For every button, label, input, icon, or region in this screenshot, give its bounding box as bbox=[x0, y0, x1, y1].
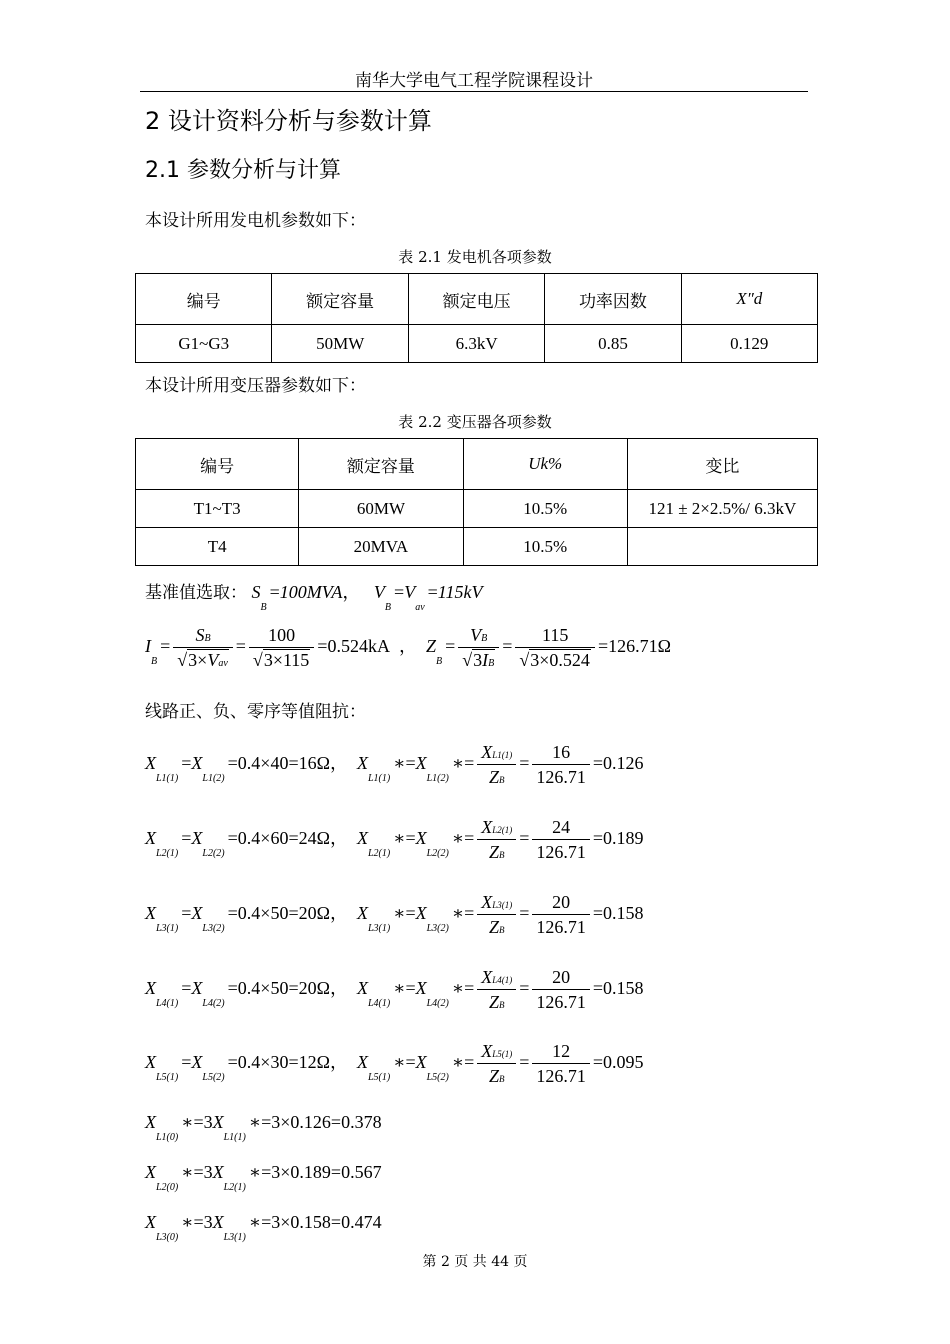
generator-table bbox=[135, 273, 818, 363]
table-cell: 20MVA bbox=[299, 528, 463, 566]
zb-result: 126.71Ω bbox=[608, 636, 671, 657]
line-per-unit: 0.126 bbox=[603, 753, 644, 774]
line-per-unit: 0.158 bbox=[603, 903, 644, 924]
table1-caption: 表 2.1 发电机各项参数 bbox=[398, 248, 552, 266]
line-reactance-numerator: 20 bbox=[552, 967, 571, 987]
subsection-heading: 2.1 参数分析与计算 bbox=[145, 158, 341, 183]
table-header-cell: X″d bbox=[681, 274, 817, 325]
line-impedance-equation: $X_{L5(1)}=X_{L5(2)}=0.4\times 30=12\Omega$， $X_{L5(1)}∗=X_{L5(2)}∗=$ $\frac{XL5(1)}{ZB}$ = $\frac{12}{126.71}$ =0.095 bbox=[145, 1041, 644, 1086]
table2-caption: 表 2.2 变压器各项参数 bbox=[398, 413, 552, 431]
line-length: 40 bbox=[270, 753, 289, 774]
line-reactance-numerator: 20 bbox=[552, 892, 571, 912]
page-header: 南华大学电气工程学院课程设计 bbox=[355, 71, 593, 91]
base-current-impedance-formula: $I_B=$ $\frac{SB}{\text{√3×Vav}}$ = $\frac{100}{√3\times 115}$ =0.524kA ， $Z_B=$ $\frac{VB}{√3IB}$ = $\frac{115}{√3\times 0.524}$ =126.71Ω bbox=[145, 625, 671, 670]
table-cell: 0.129 bbox=[681, 325, 817, 363]
table-header-cell: 功率因数 bbox=[545, 274, 681, 325]
line-impedance-equation: $X_{L3(1)}=X_{L3(2)}=0.4\times 50=20\Omega$， $X_{L3(1)}∗=X_{L3(2)}∗=$ $\frac{XL3(1)}{ZB}$ = $\frac{20}{126.71}$ =0.158 bbox=[145, 892, 644, 937]
line-impedance-title: 线路正、负、零序等值阻抗： bbox=[145, 702, 366, 722]
line-impedance-equation: $X_{L1(1)}=X_{L1(2)}=0.4\times 40=16\Omega$， $X_{L1(1)}∗=X_{L1(2)}∗=$ $\frac{XL1(1)}{ZB}$ = $\frac{16}{126.71}$ =0.126 bbox=[145, 742, 644, 787]
header-rule bbox=[140, 91, 808, 92]
positive-seq-value: 0.158 bbox=[290, 1212, 331, 1232]
table-cell: T4 bbox=[136, 528, 299, 566]
line-impedance-equation: $X_{L2(1)}=X_{L2(2)}=0.4\times 60=24\Omega$， $X_{L2(1)}∗=X_{L2(2)}∗=$ $\frac{XL2(1)}{ZB}$ = $\frac{24}{126.71}$ =0.189 bbox=[145, 817, 644, 862]
generator-intro: 本设计所用发电机参数如下： bbox=[145, 211, 366, 231]
zero-sequence-equation: $X_{L1(0)}∗=3X_{L1(1)}∗=3\times 0.126=0.378$ bbox=[145, 1112, 382, 1143]
ib-result: 0.524kA bbox=[327, 636, 390, 657]
positive-seq-value: 0.126 bbox=[290, 1112, 331, 1132]
line-length: 30 bbox=[270, 1052, 289, 1073]
table-header-cell: 额定电压 bbox=[408, 274, 544, 325]
zero-sequence-equation: $X_{L2(0)}∗=3X_{L2(1)}∗=3\times 0.189=0.567$ bbox=[145, 1162, 382, 1193]
line-length: 50 bbox=[270, 978, 289, 999]
line-per-unit: 0.158 bbox=[603, 978, 644, 999]
positive-seq-value: 0.189 bbox=[290, 1162, 331, 1182]
table-header-cell: 额定容量 bbox=[272, 274, 408, 325]
table-cell: 6.3kV bbox=[408, 325, 544, 363]
line-per-unit: 0.189 bbox=[603, 828, 644, 849]
zero-sequence-equation: $X_{L3(0)}∗=3X_{L3(1)}∗=3\times 0.158=0.474$ bbox=[145, 1212, 382, 1243]
table-cell bbox=[627, 528, 817, 566]
zero-seq-result: 0.567 bbox=[341, 1162, 382, 1182]
line-reactance: 24 bbox=[298, 828, 317, 849]
table-cell: G1~G3 bbox=[136, 325, 272, 363]
zero-seq-result: 0.474 bbox=[341, 1212, 382, 1232]
table-cell: 50MW bbox=[272, 325, 408, 363]
table-cell: 10.5% bbox=[463, 528, 627, 566]
transformer-intro: 本设计所用变压器参数如下： bbox=[145, 376, 366, 396]
table-header-cell: 编号 bbox=[136, 439, 299, 490]
line-reactance-numerator: 12 bbox=[552, 1041, 571, 1061]
line-length: 50 bbox=[270, 903, 289, 924]
base-label: 基准值选取： bbox=[145, 583, 247, 603]
line-length: 60 bbox=[270, 828, 289, 849]
table-cell: 121 ± 2×2.5%/ 6.3kV bbox=[627, 490, 817, 528]
transformer-table bbox=[135, 438, 818, 566]
line-reactance: 16 bbox=[298, 753, 317, 774]
base-values-formula: 基准值选取： $S_B=100MVA$， $V_B=V_{av}=115kV$ bbox=[145, 582, 483, 613]
line-reactance-numerator: 16 bbox=[552, 742, 571, 762]
line-impedance-equation: $X_{L4(1)}=X_{L4(2)}=0.4\times 50=20\Omega$， $X_{L4(1)}∗=X_{L4(2)}∗=$ $\frac{XL4(1)}{ZB}$ = $\frac{20}{126.71}$ =0.158 bbox=[145, 967, 644, 1012]
page-footer: 第 2 页 共 44 页 bbox=[422, 1254, 528, 1270]
zero-seq-result: 0.378 bbox=[341, 1112, 382, 1132]
table-cell: 10.5% bbox=[463, 490, 627, 528]
table-cell: 60MW bbox=[299, 490, 463, 528]
line-reactance: 20 bbox=[298, 978, 317, 999]
table-header-cell: 变比 bbox=[627, 439, 817, 490]
table-cell: T1~T3 bbox=[136, 490, 299, 528]
line-reactance: 20 bbox=[298, 903, 317, 924]
table-header-cell: 额定容量 bbox=[299, 439, 463, 490]
table-header-cell: Uk% bbox=[463, 439, 627, 490]
line-reactance: 12 bbox=[298, 1052, 317, 1073]
section-heading: 2 设计资料分析与参数计算 bbox=[145, 107, 432, 135]
line-reactance-numerator: 24 bbox=[552, 817, 571, 837]
table-cell: 0.85 bbox=[545, 325, 681, 363]
sb-value: 100MVA bbox=[279, 582, 343, 602]
vb-value: 115kV bbox=[437, 582, 483, 602]
line-per-unit: 0.095 bbox=[603, 1052, 644, 1073]
table-header-cell: 编号 bbox=[136, 274, 272, 325]
